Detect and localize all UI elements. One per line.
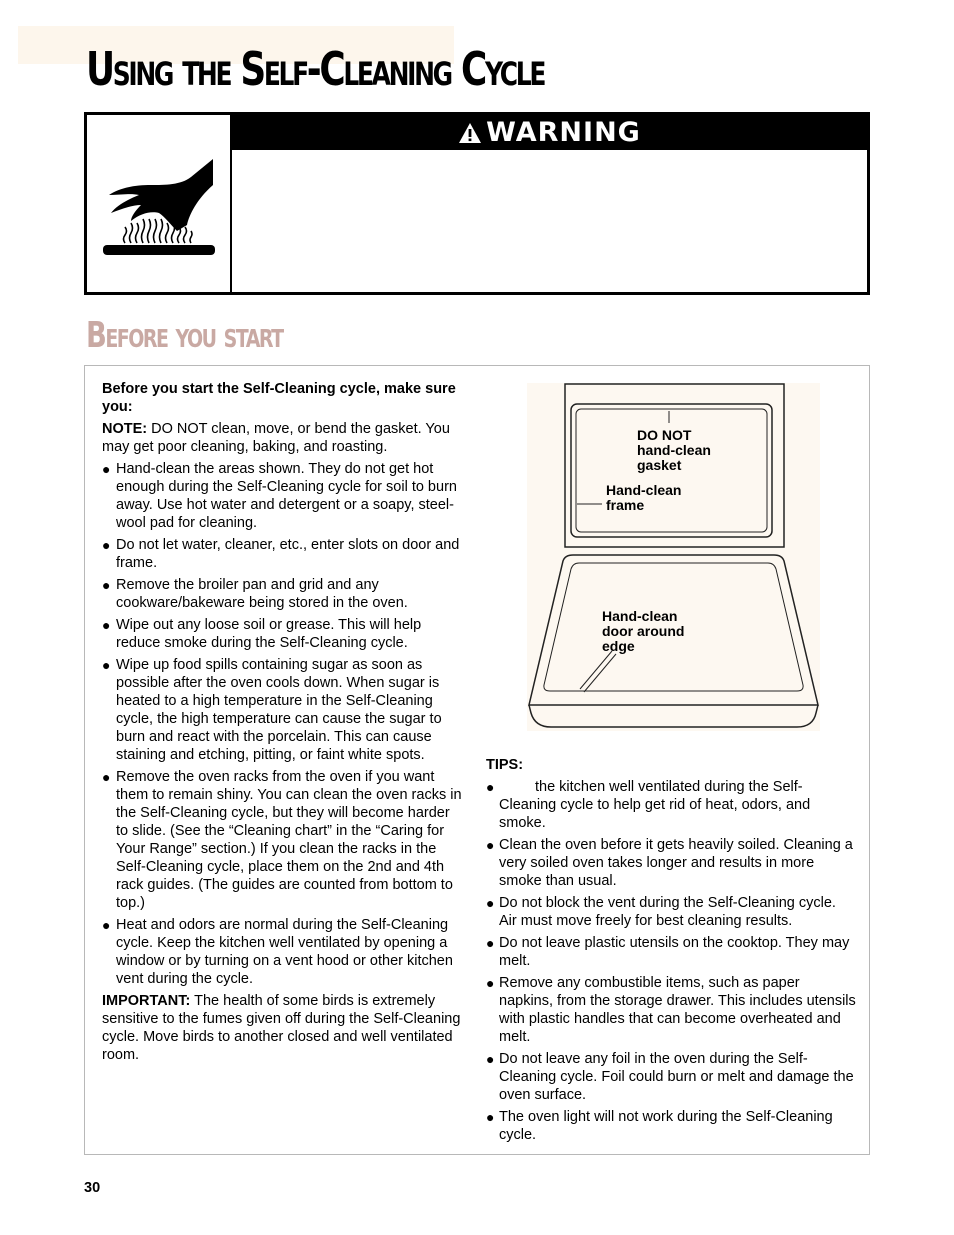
important-paragraph <box>102 992 464 1064</box>
list-item <box>486 1108 856 1144</box>
bullet-icon: ● <box>486 1051 495 1067</box>
tips-column <box>486 756 856 1148</box>
section-title: Before you start <box>86 315 283 356</box>
note-label: NOTE: <box>102 421 148 437</box>
list-item-text: The oven light will not work during the Self-Cleaning cycle. <box>499 1109 833 1143</box>
important-label: IMPORTANT: <box>102 993 191 1009</box>
list-item <box>486 974 856 1046</box>
warning-icon-cell <box>87 115 232 292</box>
bullet-icon: ● <box>486 935 495 951</box>
page-number: 30 <box>84 1180 101 1196</box>
list-item-text: Do not block the vent during the Self-Cleaning cycle. Air must move freely for best cleaning results. <box>499 895 836 929</box>
list-item <box>102 656 464 764</box>
bullet-icon: ● <box>102 657 111 673</box>
list-item <box>102 916 464 988</box>
warning-triangle-icon <box>458 122 482 144</box>
list-item-text: Hand-clean the areas shown. They do not get hot enough during the Self-Cleaning cycle for soil to burn away. Use hot water and detergent or a soapy, steel-wool pad for cleaning. <box>116 461 457 531</box>
note-text: DO NOT clean, move, or bend the gasket. You may get poor cleaning, baking, and roasting. <box>102 421 450 455</box>
intro-text: Before you start the Self-Cleaning cycle, make sure you: <box>102 381 456 415</box>
bullet-icon: ● <box>486 779 495 795</box>
warning-header <box>232 115 867 150</box>
frame-callout: Hand-clean frame <box>606 482 682 513</box>
list-item-text: Heat and odors are normal during the Self-Cleaning cycle. Keep the kitchen well ventilated by opening a window or by turning on a vent hood or other kitchen vent during the cycle. <box>116 917 453 987</box>
bullet-icon: ● <box>486 1109 495 1125</box>
list-item <box>102 536 464 572</box>
tips-label: TIPS: <box>486 757 524 773</box>
left-column <box>102 380 464 1068</box>
list-item <box>486 778 856 832</box>
before-start-list <box>102 460 464 988</box>
list-item <box>486 836 856 890</box>
bullet-icon: ● <box>102 917 111 933</box>
page-title: Using the Self-Cleaning Cycle <box>86 42 545 96</box>
door-callout: Hand-clean door around edge <box>602 608 685 654</box>
bullet-icon: ● <box>486 895 495 911</box>
oven-diagram <box>527 383 820 731</box>
note-paragraph <box>102 420 464 456</box>
bullet-icon: ● <box>102 461 111 477</box>
bullet-icon: ● <box>486 975 495 991</box>
list-item-text: Wipe out any loose soil or grease. This will help reduce smoke during the Self-Cleaning cycle. <box>116 617 422 651</box>
list-item <box>486 1050 856 1104</box>
list-item <box>486 934 856 970</box>
gasket-callout: DO NOT hand-clean gasket <box>637 427 711 473</box>
list-item-text: Do not leave any foil in the oven during the Self-Cleaning cycle. Foil could burn or melt and damage the oven surface. <box>499 1051 854 1103</box>
list-item-text: Do not let water, cleaner, etc., enter slots on door and frame. <box>116 537 460 571</box>
list-item-text: the kitchen well ventilated during the Self-Cleaning cycle to help get rid of heat, odors, and smoke. <box>499 779 811 831</box>
bullet-icon: ● <box>102 769 111 785</box>
bullet-icon: ● <box>102 617 111 633</box>
list-item <box>102 576 464 612</box>
bullet-icon: ● <box>102 537 111 553</box>
bullet-icon: ● <box>102 577 111 593</box>
list-item <box>486 894 856 930</box>
list-item-text: Remove any combustible items, such as paper napkins, from the storage drawer. This includes utensils with plastic handles that can become overheated and melt. <box>499 975 856 1045</box>
hot-surface-hand-icon <box>101 155 217 255</box>
bullet-icon: ● <box>486 837 495 853</box>
list-item <box>102 616 464 652</box>
warning-label: WARNING <box>486 117 641 148</box>
warning-box <box>84 112 870 295</box>
list-item-text: Wipe up food spills containing sugar as soon as possible after the oven cools down. When sugar is heated to a high temperature in the Self-Cleaning cycle, the high temperature can cause the sugar to burn and react with the porcelain. This can cause staining and etching, pitting, or faint white spots. <box>116 657 442 763</box>
list-item-text: Remove the broiler pan and grid and any cookware/bakeware being stored in the oven. <box>116 577 408 611</box>
list-item <box>102 460 464 532</box>
tips-list <box>486 778 856 1144</box>
list-item-text: Clean the oven before it gets heavily soiled. Cleaning a very soiled oven takes longer and results in more smoke than usual. <box>499 837 853 889</box>
list-item-text: Do not leave plastic utensils on the cooktop. They may melt. <box>499 935 850 969</box>
important-text: The health of some birds is extremely sensitive to the fumes given off during the Self-Cleaning cycle. Move birds to another closed and well ventilated room. <box>102 993 461 1063</box>
list-item-text: Remove the oven racks from the oven if you want them to remain shiny. You can clean the oven racks in the Self-Cleaning cycle, but they will become harder to slide. (See the “Cleaning chart” in the “Caring for Your Range” section.) If you clean the racks in the Self-Cleaning cycle, place them on the 2nd and 4th rack guides. (The guides are counted from bottom to top.) <box>116 769 462 911</box>
list-item <box>102 768 464 912</box>
